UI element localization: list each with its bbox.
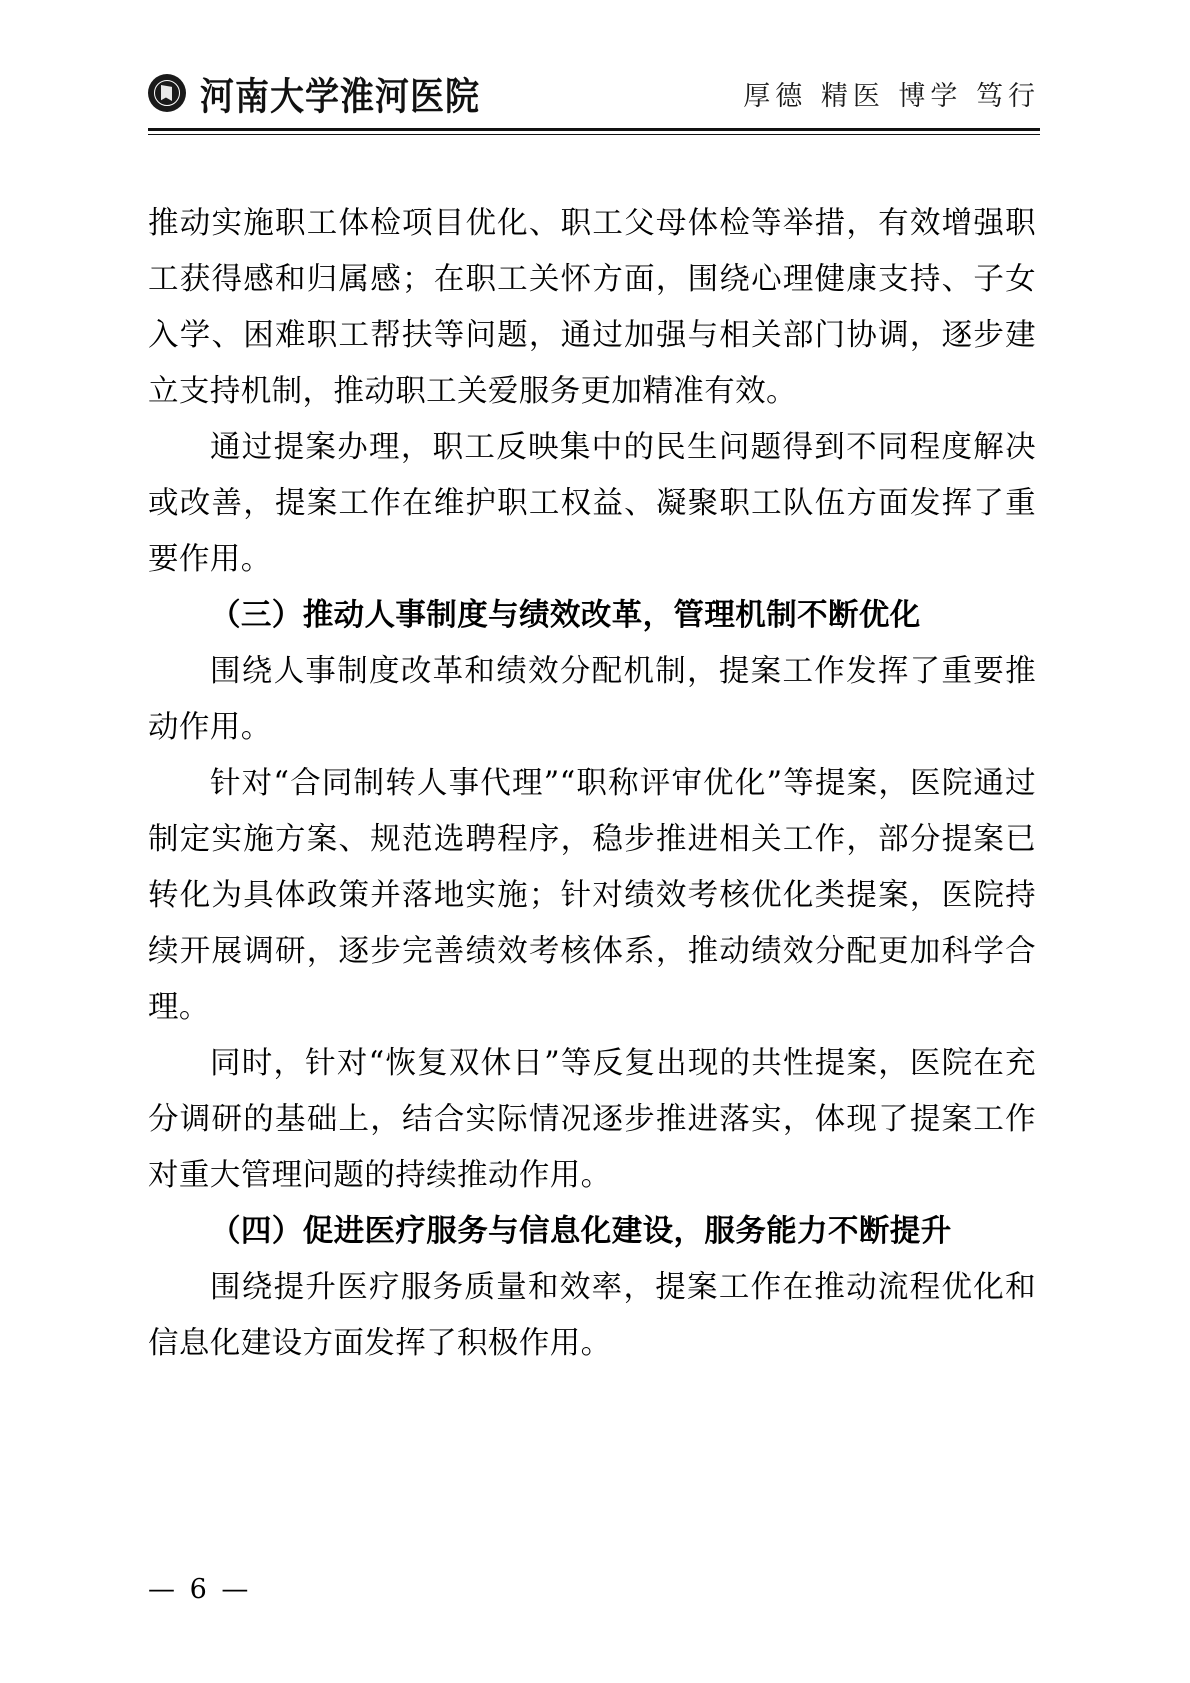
circular-seal-icon — [148, 74, 186, 112]
paragraph: 同时，针对“恢复双休日”等反复出现的共性提案，医院在充分调研的基础上，结合实际情况逐步推进落实，体现了提案工作对重大管理问题的持续推动作用。 — [148, 1046, 1036, 1193]
paragraph: 针对“合同制转人事代理”“职称评审优化”等提案，医院通过制定实施方案、规范选聘程序，稳步推进相关工作，部分提案已转化为具体政策并落地实施；针对绩效考核优化类提案，医院持续开展调研，逐步完善绩效考核体系，推动绩效分配更加科学合理。 — [148, 766, 1036, 1025]
paragraph-continuation: 推动实施职工体检项目优化、职工父母体检等举措，有效增强职工获得感和归属感；在职工关怀方面，围绕心理健康支持、子女入学、困难职工帮扶等问题，通过加强与相关部门协调，逐步建立支持机制，推动职工关爱服务更加精准有效。 — [148, 206, 1036, 409]
paragraph: 围绕提升医疗服务质量和效率，提案工作在推动流程优化和信息化建设方面发挥了积极作用。 — [148, 1270, 1036, 1361]
page-footer — [148, 1574, 1040, 1605]
header-rule-thick — [148, 128, 1040, 131]
document-body — [148, 196, 1036, 1372]
paragraph: 围绕人事制度改革和绩效分配机制，提案工作发挥了重要推动作用。 — [148, 654, 1036, 745]
institution-motto: 厚德 精医 博学 笃行 — [743, 80, 1040, 112]
page-number: — 6 — — [148, 1574, 252, 1605]
institution-brand — [148, 69, 480, 118]
institution-name: 河南大学淮河医院 — [200, 74, 480, 120]
header-rule-thin — [148, 134, 1040, 135]
section-heading-three: （三）推动人事制度与绩效改革，管理机制不断优化 — [210, 598, 921, 633]
section-heading-four: （四）促进医疗服务与信息化建设，服务能力不断提升 — [210, 1214, 952, 1249]
paragraph: 通过提案办理，职工反映集中的民生问题得到不同程度解决或改善，提案工作在维护职工权益、凝聚职工队伍方面发挥了重要作用。 — [148, 430, 1036, 577]
page-header — [148, 62, 1040, 140]
header-row — [148, 62, 1040, 124]
